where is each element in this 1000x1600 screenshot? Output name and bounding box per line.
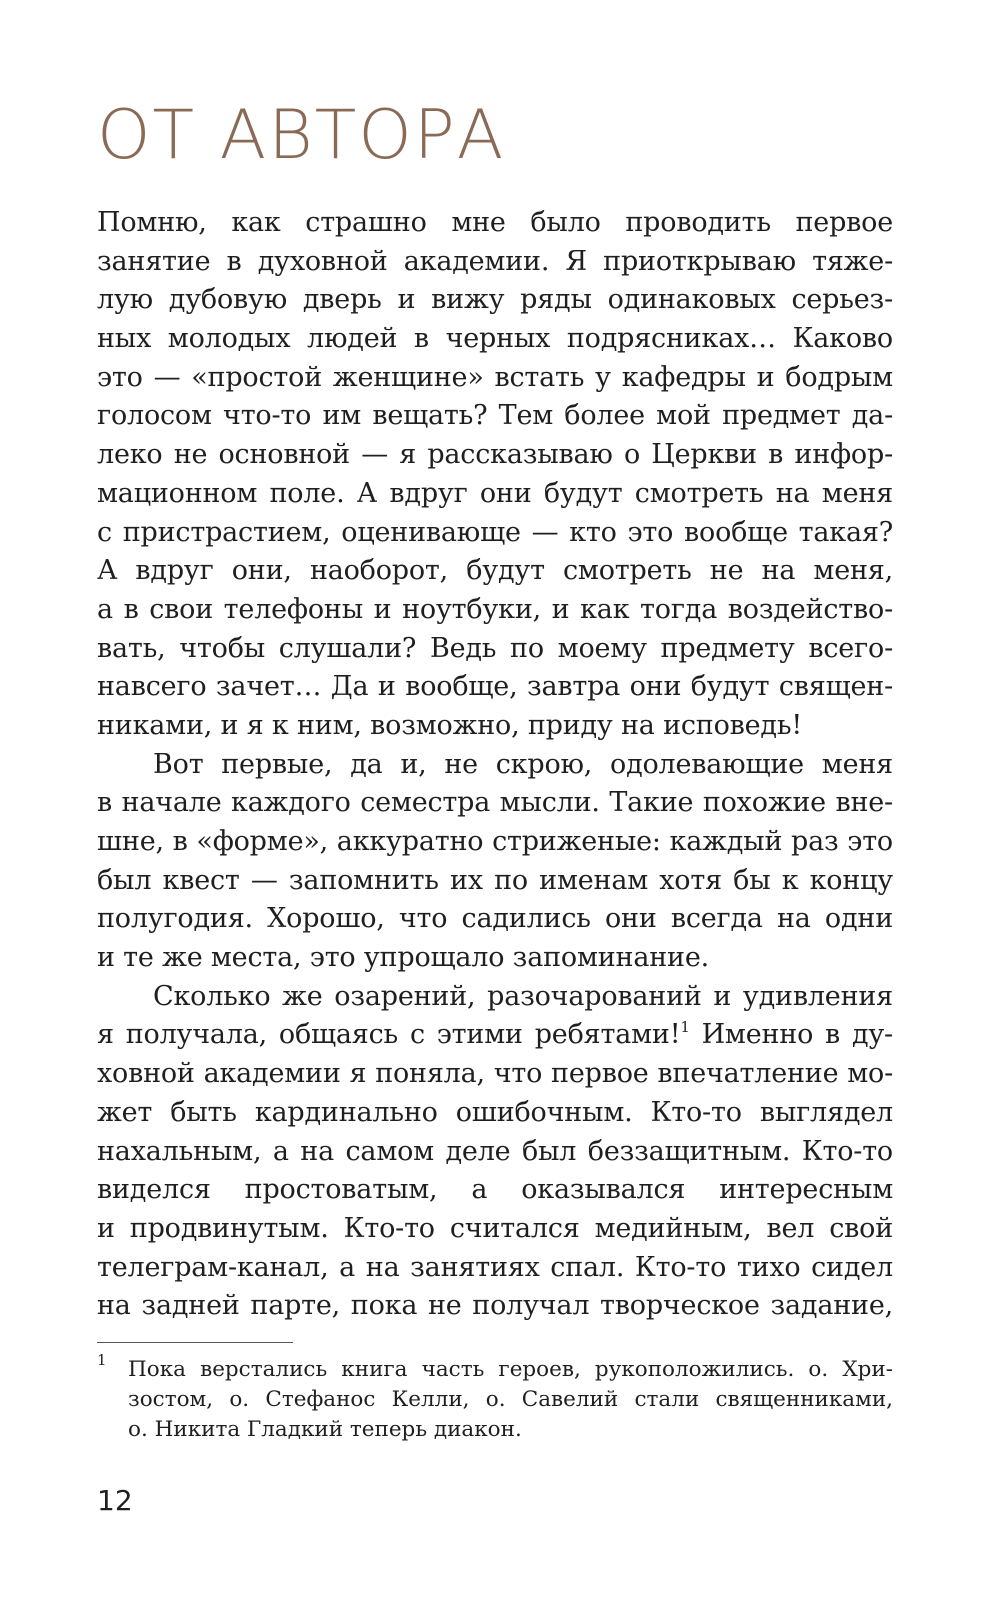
main-text <box>97 204 893 1326</box>
text-line: с пристрастием, оценивающе — кто это вообще такая? <box>97 516 893 548</box>
text-line: в начале каждого семестра мысли. Такие похожие вне- <box>97 787 893 819</box>
footnote-divider <box>97 1342 293 1343</box>
text-line: полугодия. Хорошо, что садились они всегда на одни <box>97 903 893 935</box>
text-line: и те же места, это упрощало запоминание. <box>97 942 709 974</box>
footnote-reference[interactable]: 1 <box>680 1018 690 1037</box>
text-line: вать, чтобы слушали? Ведь по моему предмету всего- <box>97 632 893 664</box>
footnote-number: 1 <box>97 1351 107 1369</box>
paragraph-3 <box>97 978 893 1326</box>
text-line: ных молодых людей в черных подрясниках… Каково <box>97 323 893 355</box>
text-line: лую дубовую дверь и вижу ряды одинаковых серьез- <box>97 284 893 316</box>
text-segment: Именно в ду- <box>689 1019 893 1051</box>
footnote-line: о. Никита Гладкий теперь диакон. <box>128 1417 522 1442</box>
text-line: и продвинутым. Кто-то считался медийным, вел свой <box>97 1212 893 1244</box>
text-line: Сколько же озарений, разочарований и удивления <box>153 980 893 1012</box>
text-line: навсего зачет… Да и вообще, завтра они будут священ- <box>97 671 893 703</box>
footnote-text <box>128 1355 893 1445</box>
footnote-line: зостом, о. Стефанос Келли, о. Савелий стали священниками, <box>128 1387 893 1412</box>
text-line: это — «простой женщине» встать у кафедры и бодрым <box>97 361 893 393</box>
text-line: нахальным, а на самом деле был беззащитным. Кто-то <box>97 1135 893 1167</box>
text-line-with-footnote-ref <box>97 1016 893 1055</box>
text-line: на задней парте, пока не получал творческое задание, <box>97 1290 893 1322</box>
text-line: ховной академии я поняла, что первое впечатление мо- <box>97 1058 893 1090</box>
text-line: мационном поле. А вдруг они будут смотреть на меня <box>97 477 893 509</box>
paragraph-2 <box>97 746 893 978</box>
text-line: леко не основной — я рассказываю о Церкви в инфор- <box>97 439 893 471</box>
text-line: голосом что-то им вещать? Тем более мой предмет да- <box>97 400 893 432</box>
text-line: никами, и я к ним, возможно, приду на исповедь! <box>97 709 802 741</box>
text-line: виделся простоватым, а оказывался интересным <box>97 1174 893 1206</box>
text-line: жет быть кардинально ошибочным. Кто-то выглядел <box>97 1096 893 1128</box>
text-line: Помню, как страшно мне было проводить первое <box>97 207 893 238</box>
text-line: был квест — запомнить их по именам хотя бы к концу <box>97 864 893 896</box>
text-line: а в свои телефоны и ноутбуки, и как тогда воздейство- <box>97 593 893 625</box>
page-number: 12 <box>97 1484 133 1517</box>
paragraph-1 <box>97 204 893 746</box>
text-line: шне, в «форме», аккуратно стриженые: каждый раз это <box>97 826 893 857</box>
footnote-line: Пока верстались книга часть героев, рукоположились. о. Хри- <box>128 1357 893 1382</box>
text-line: занятие в духовной академии. Я приоткрываю тяже- <box>97 245 893 277</box>
text-line: телеграм-канал, а на занятиях спал. Кто-то тихо сидел <box>97 1251 893 1283</box>
text-line: А вдруг они, наоборот, будут смотреть не на меня, <box>97 555 893 587</box>
chapter-title: ОТ АВТОРА <box>97 96 506 175</box>
text-segment: я получала, общаясь с этими ребятами! <box>97 1019 681 1051</box>
text-line: Вот первые, да и, не скрою, одолевающие меня <box>153 748 893 780</box>
